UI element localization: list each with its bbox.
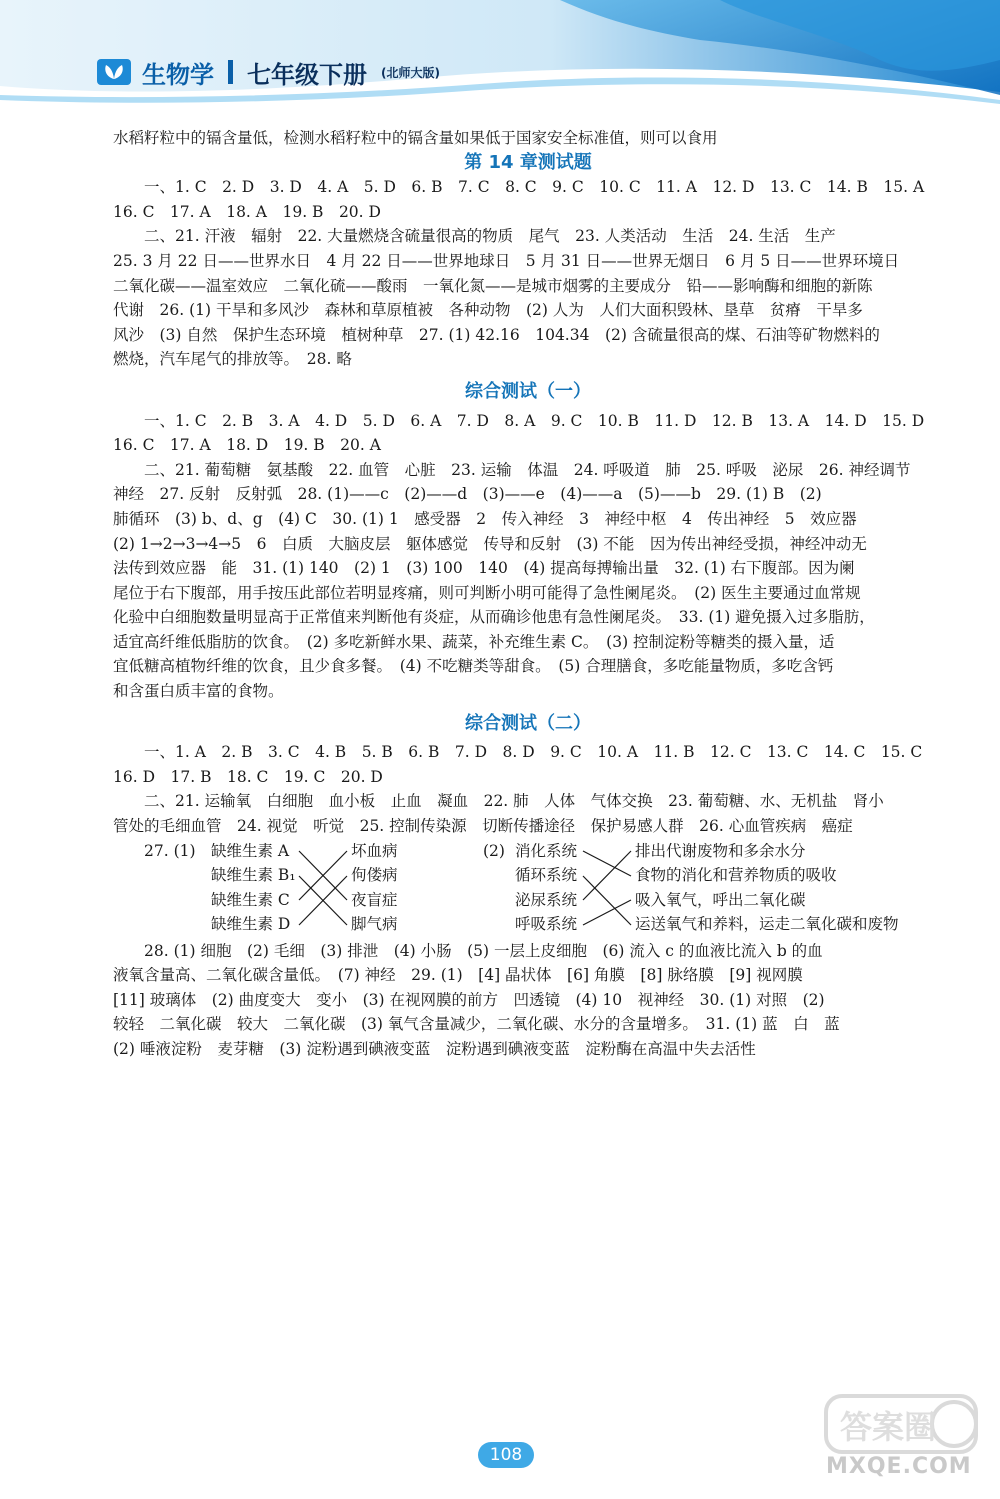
answer-line: 代谢 26. (1) 干旱和多风沙 森林和草原植被 各种动物 (2) 人为 人们大面积毁林、垦草 贫瘠 干旱多 [113,301,863,320]
match-item: 缺维生素 A [211,841,290,860]
answer-line: 25. 3 月 22 日——世界水日 4 月 22 日——世界地球日 5 月 31 日——世界无烟日 6 月 5 日——世界环境日 [113,251,900,270]
page-number: 108 [478,1442,534,1468]
match-item: 缺维生素 D [211,915,291,934]
section-title-comprehensive-1: 综合测试（一） [465,380,591,402]
answer-line: 适宜高纤维低脂肪的饮食。 (2) 多吃新鲜水果、蔬菜，补充维生素 C。 (3) 控制淀粉等糖类的摄入量，适 [113,632,835,651]
answer-line: 16. D 17. B 18. C 19. C 20. D [113,767,383,786]
answer-line: 法传到效应器 能 31. (1) 140 (2) 1 (3) 100 140 (4) 提高每搏输出量 32. (1) 右下腹部。因为阑 [113,559,855,578]
match-item: 佝偻病 [351,866,398,885]
answer-line: 一、1. C 2. D 3. D 4. A 5. D 6. B 7. C 8. C 9. C 10. C 11. A 12. D 13. C 14. B 15. A [144,178,925,197]
match-item: 脚气病 [351,915,398,934]
matching-exercise [113,839,943,939]
answer-line: 管处的毛细血管 24. 视觉 听觉 25. 控制传染源 切断传播途径 保护易感人群 26. 心血管疾病 癌症 [113,817,853,836]
match-left-2 [515,839,577,937]
answer-line: (2) 唾液淀粉 麦芽糖 (3) 淀粉遇到碘液变蓝 淀粉遇到碘液变蓝 淀粉酶在高温中失去活性 [113,1040,756,1058]
match-label-2: (2) [483,841,505,860]
answer-line: 燃烧，汽车尾气的排放等。 28. 略 [113,350,352,369]
answer-line: 和含蛋白质丰富的食物。 [113,682,284,701]
match-item: 泌尿系统 [515,890,578,909]
answer-line: (2) 1→2→3→4→5 6 白质 大脑皮层 躯体感觉 传导和反射 (3) 不能 因为传出神经受损，神经冲动无 [113,534,867,553]
match-item: 运送氧气和养料，运走二氧化碳和废物 [635,915,899,934]
answer-line: 28. (1) 细胞 (2) 毛细 (3) 排泄 (4) 小肠 (5) 一层上皮细胞 (6) 流入 c 的血液比流入 b 的血 [144,941,823,960]
answer-line: 液氧含量高、二氧化碳含量低。 (7) 神经 29. (1) [4] 晶状体 [6] 角膜 [8] 脉络膜 [9] 视网膜 [113,966,803,985]
match-item: 消化系统 [515,841,578,860]
answer-line: 尾位于右下腹部，用手按压此部位若明显疼痛，则可判断小明可能得了急性阑尾炎。 (2) 医生主要通过血常规 [113,583,861,602]
answer-line: 16. C 17. A 18. A 19. B 20. D [113,202,381,221]
watermark-url: MXQE.COM [826,1454,972,1479]
match-item: 缺维生素 C [211,890,290,909]
answer-line: 二、21. 运输氧 白细胞 血小板 止血 凝血 22. 肺 人体 气体交换 23. 葡萄糖、水、无机盐 肾小 [144,792,884,811]
match-item: 呼吸系统 [515,915,578,934]
leaf-logo-icon [96,58,132,86]
match-item: 夜盲症 [351,890,398,909]
section-title-ch14: 第 14 章测试题 [464,151,592,173]
answer-line: 二、21. 葡萄糖 氨基酸 22. 血管 心脏 23. 运输 体温 24. 呼吸道 肺 25. 呼吸 泌尿 26. 神经调节 [144,460,911,479]
answer-line: 二氧化碳——温室效应 二氧化硫——酸雨 一氧化氮——是城市烟雾的主要成分 铅——影响酶和细胞的新陈 [113,276,873,295]
match-right-1 [351,839,398,937]
answer-line: 宜低糖高植物纤维的饮食，且少食多餐。 (4) 不吃糖类等甜食。 (5) 合理膳食，多吃能量物质，多吃含钙 [113,657,834,676]
answer-line: [11] 玻璃体 (2) 曲度变大 变小 (3) 在视网膜的前方 凹透镜 (4) 10 视神经 30. (1) 对照 (2) [113,990,825,1009]
answer-line: 肺循环 (3) b、d、g (4) C 30. (1) 1 感受器 2 传入神经 3 神经中枢 4 传出神经 5 效应器 [113,509,857,528]
answer-line: 一、1. A 2. B 3. C 4. B 5. B 6. B 7. D 8. D 9. C 10. A 11. B 12. C 13. C 14. C 15. C [144,743,923,762]
answer-line: 化验中白细胞数量明显高于正常值来判断他有炎症，从而确诊他患有急性阑尾炎。 33. (1) 避免摄入过多脂肪， [113,608,875,627]
answer-content [113,126,943,1062]
match-item: 坏血病 [351,841,398,860]
answer-line: 16. C 17. A 18. D 19. B 20. A [113,436,381,455]
answer-line: 神经 27. 反射 反射弧 28. (1)——c (2)——d (3)——e (4)——a (5)——b 29. (1) B (2) [113,485,822,504]
grade-title: 七年级下册 [247,60,367,89]
watermark-top-text: 答案圈 [840,1408,937,1446]
answer-line: 风沙 (3) 自然 保护生态环境 植树种草 27. (1) 42.16 104.34 (2) 含硫量很高的煤、石油等矿物燃料的 [113,325,880,344]
match-item: 吸入氧气，呼出二氧化碳 [635,890,806,909]
answer-line: 二、21. 汗液 辐射 22. 大量燃烧含硫量很高的物质 尾气 23. 人类活动 生活 24. 生活 生产 [144,227,836,246]
edition-label: (北师大版) [381,65,440,80]
answer-line: 较轻 二氧化碳 较大 二氧化碳 (3) 氧气含量减少，二氧化碳、水分的含量增多。 31. (1) 蓝 白 蓝 [113,1015,840,1034]
match-item: 循环系统 [515,866,578,885]
match-right-2 [635,839,899,937]
match-left-1 [211,839,296,937]
match-item: 缺维生素 B₁ [211,866,296,885]
book-header [96,52,440,92]
match-item: 食物的消化和营养物质的吸收 [635,866,837,885]
answer-line: 一、1. C 2. B 3. A 4. D 5. D 6. A 7. D 8. A 9. C 10. B 11. D 12. B 13. A 14. D 15. D [144,411,925,430]
match-item: 排出代谢废物和多余水分 [635,841,806,860]
section-title-comprehensive-2: 综合测试（二） [465,712,591,734]
match-label-1: 27. (1) [144,841,196,860]
subject-title: 生物学 [142,60,214,89]
intro-line: 水稻籽粒中的镉含量低，检测水稻籽粒中的镉含量如果低于国家安全标准值，则可以食用 [113,129,718,147]
header-divider [228,60,233,84]
